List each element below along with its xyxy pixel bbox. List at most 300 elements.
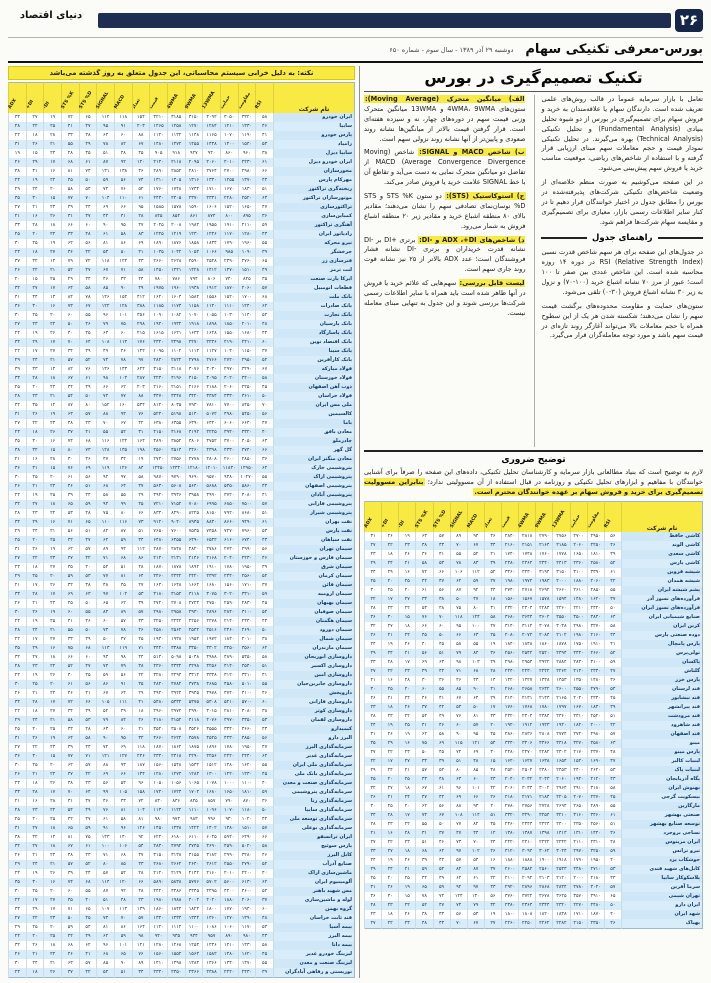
cell: ۳۸ (79, 131, 97, 140)
cell: ۶۴ (61, 734, 79, 743)
cell: ۱۱۳۲ (167, 131, 185, 140)
cell: ۳۱ (365, 532, 382, 541)
cell: ۲۲۴۲ (536, 667, 553, 676)
cell: ۱۸۷ (132, 761, 150, 770)
cell: ۴۸ (604, 838, 621, 847)
cell: ۱۹۴۰ (553, 721, 570, 730)
cell: ۵۶ (256, 545, 274, 554)
cell: ۱۷۴۸ (167, 185, 185, 194)
company-name: صنایع شیمیایی ایران (622, 613, 703, 622)
cell: ۱۹۳۸ (185, 284, 203, 293)
cell: ۲۱۳۱ (519, 694, 536, 703)
cell: ۴۴ (61, 383, 79, 392)
cell: ۵۷ (61, 860, 79, 869)
company-name: معادن بافق (274, 428, 355, 437)
cell: ۱۳۰۵ (167, 176, 185, 185)
cell: ۲۵ (26, 311, 44, 320)
cell: ۲۳ (399, 541, 416, 550)
cell: ۱۷۹۰ (220, 239, 238, 248)
cell: ۴۵ (433, 640, 450, 649)
cell: ۴۹ (256, 266, 274, 275)
table-row (9, 320, 355, 329)
cell: ۵۳ (604, 865, 621, 874)
cell: ۹۰ (114, 284, 132, 293)
cell: ۲۵ (365, 577, 382, 586)
company-name: پگاه آذربایجان (622, 775, 703, 784)
cell: ۲۷۶۴ (203, 167, 221, 176)
cell: ۱۱۴۰ (203, 302, 221, 311)
cell: ۶۵ (61, 824, 79, 833)
cell: ۲۴۱۰ (238, 338, 256, 347)
cell: ۱۶ (44, 644, 62, 653)
cell: ۴۵ (256, 383, 274, 392)
cell: ۴۸ (79, 725, 97, 734)
cell: ۱۹۵۲ (185, 635, 203, 644)
cell: ۳۶ (256, 797, 274, 806)
cell: ۷۰ (61, 338, 79, 347)
cell: ۹۱۸ (167, 149, 185, 158)
cell: ۲۱۶۸ (203, 554, 221, 563)
cell: ۶۰ (467, 775, 484, 784)
cell: ۴۸ (416, 919, 433, 929)
cell: ۲۸ (382, 811, 399, 820)
cell: ۲۱۴۶ (185, 554, 203, 563)
cell: ۵۴ (484, 739, 501, 748)
cell: ۵۰ (256, 626, 274, 635)
cell: ۲۲۰۵ (553, 793, 570, 802)
table-row (9, 329, 355, 338)
cell: ۱۸۳۴ (203, 239, 221, 248)
cell: ۱۳۶۰ (203, 914, 221, 923)
cell: ۱۴۵۰ (150, 266, 168, 275)
cell: ۲۲ (44, 806, 62, 815)
cell: ۱۹ (382, 721, 399, 730)
cell: ۵۲ (79, 860, 97, 869)
cell: ۲۶ (399, 550, 416, 559)
table-row (365, 568, 703, 577)
cell: ۲۸۷۰ (150, 545, 168, 554)
cell: ۶۱۳۰ (238, 878, 256, 887)
cell: ۷۷۰۰ (220, 401, 238, 410)
cell: ۹۷۹۰ (167, 473, 185, 482)
cell: ۲۷ (26, 113, 44, 122)
cell: ۳۷ (256, 581, 274, 590)
cell: ۲۳ (9, 563, 27, 572)
cell: ۴۲۵۶ (203, 662, 221, 671)
cell: ۳۹ (256, 563, 274, 572)
cell: ۲۹۱۰ (570, 784, 587, 793)
cell: ۴۳ (433, 919, 450, 929)
cell: ۲۰ (44, 680, 62, 689)
cell: ۲۱ (26, 851, 44, 860)
cell: ۲۲۸۰ (220, 194, 238, 203)
cell: ۵۰ (97, 635, 115, 644)
cell: ۷۴ (97, 356, 115, 365)
cell: ۳۵۵۵ (203, 725, 221, 734)
cell: ۵۶ (450, 910, 467, 919)
cell: ۴۴۲۰ (150, 887, 168, 896)
cell: ۴۲۳۰ (150, 374, 168, 383)
cell: ۲۱۰۳ (536, 874, 553, 883)
cell: ۱۳۳۰ (203, 176, 221, 185)
cell: ۴۷ (61, 554, 79, 563)
cell: ۲۴۴۰ (238, 752, 256, 761)
cell: ۵۲ (467, 550, 484, 559)
cell: ۳۵۲۰ (150, 725, 168, 734)
company-name: ذوب آهن اصفهان (274, 383, 355, 392)
cell: ۷۳ (79, 446, 97, 455)
cell: ۴۹ (61, 203, 79, 212)
column-header-label: STS %D (432, 509, 447, 529)
cell: ۴۲ (416, 577, 433, 586)
guide-item (364, 192, 526, 232)
cell: ۲۴ (44, 149, 62, 158)
cell: ۲۰۴۰ (502, 775, 519, 784)
cell: ۲۳ (9, 248, 27, 257)
cell: ۹۳۸۰ (220, 473, 238, 482)
cell: ۸۷ (467, 865, 484, 874)
cell: ۶۴۴۰ (203, 419, 221, 428)
cell: ۳۴ (365, 568, 382, 577)
cell: ۲۵ (484, 631, 501, 640)
cell: ۲۸ (484, 667, 501, 676)
company-name: نفت سپاهان (274, 536, 355, 545)
cell: ۲۵ (26, 761, 44, 770)
cell: ۲۸ (399, 829, 416, 838)
cell: ۱۷۰۴ (185, 788, 203, 797)
cell: ۱۴۸۰ (220, 761, 238, 770)
cell: ۲۳ (484, 775, 501, 784)
cell: ۳۵۰۰ (570, 613, 587, 622)
cell: ۱۱۷۴ (167, 302, 185, 311)
cell: ۵۳ (132, 590, 150, 599)
company-name: پارس خزر (622, 676, 703, 685)
cell: ۲۶ (382, 532, 399, 541)
cell: ۲۱۸۵ (553, 541, 570, 550)
cell: ۱۶۸۰ (203, 788, 221, 797)
cell: ۱۹۱۰ (220, 221, 238, 230)
cell: ۲۶ (26, 608, 44, 617)
table-row (9, 743, 355, 752)
cell: ۲۷ (26, 500, 44, 509)
company-name: جوشکاب یزد (622, 856, 703, 865)
table-row (9, 581, 355, 590)
column-header-label: SIGNAL (96, 91, 111, 110)
cell: ۲۰۱۰ (238, 320, 256, 329)
cell: ۱۷۱۰ (203, 185, 221, 194)
cell: ۲۵۴۲ (185, 626, 203, 635)
cell: ۱۵۵۲ (167, 950, 185, 959)
cell: ۴۵ (79, 914, 97, 923)
column-header (365, 501, 382, 532)
cell: ۷۲ (97, 392, 115, 401)
cell: ۲۴ (9, 329, 27, 338)
cell: ۱۶۷۰ (220, 185, 238, 194)
cell: ۳۴۴۸ (167, 392, 185, 401)
cell: ۳۱ (26, 167, 44, 176)
cell: ۸۶ (114, 239, 132, 248)
article-column-right (534, 95, 704, 447)
table-row (9, 797, 355, 806)
cell: ۵۵ (79, 311, 97, 320)
cell: ۵۲ (114, 428, 132, 437)
cell: ۱۲۸۴ (185, 770, 203, 779)
cell: ۱۰۲ (467, 847, 484, 856)
cell: ۷۷ (97, 572, 115, 581)
cell: ۱۰۰ (97, 842, 115, 851)
cell: ۳۹ (604, 550, 621, 559)
cell: ۲۳۶۰ (570, 559, 587, 568)
cell: ۱۸۳۰ (238, 185, 256, 194)
cell: ۱۸۸۸ (519, 856, 536, 865)
cell: ۳۱ (132, 428, 150, 437)
cell: ۳۳۲۰ (238, 113, 256, 122)
company-name: ایران خودرو دیزل (274, 158, 355, 167)
cell: ۶۷ (114, 419, 132, 428)
cell: ۴۰ (79, 563, 97, 572)
cell: ۳۵ (26, 401, 44, 410)
column-header-label: -DI (43, 101, 52, 110)
cell: ۳۲۸۰ (238, 851, 256, 860)
cell: ۱۲۶۵ (150, 122, 168, 131)
cell: ۵۰ (256, 806, 274, 815)
cell: ۷۰ (79, 194, 97, 203)
cell: ۸۸ (97, 410, 115, 419)
cell: ۷۰۸۰ (185, 500, 203, 509)
cell: ۵۳ (450, 703, 467, 712)
cell: ۱۴۷۲ (167, 140, 185, 149)
cell: ۲۱۴۰ (150, 158, 168, 167)
cell: ۴۳ (79, 851, 97, 860)
cell: ۸۷ (97, 887, 115, 896)
cell: ۶۶ (433, 568, 450, 577)
company-name: سیمان هگمتان (274, 617, 355, 626)
cell: ۲۱۴۰ (502, 694, 519, 703)
cell: ۱۶۲۰ (587, 595, 604, 604)
cell: ۲۸۱۸ (519, 532, 536, 541)
cell: ۶۱ (132, 194, 150, 203)
cell: ۳۰ (382, 613, 399, 622)
cell: ۲۰۹۵ (185, 158, 203, 167)
cell: ۲۴۱۳ (553, 559, 570, 568)
cell: ۲۴۹۴ (553, 649, 570, 658)
item-text: ستون‌های 4WMA، 9WMA و 13WMA میانگین متحرک وزنی قیمت سهم در دوره‌های چهار، نه و سیزده هفته‌ای است. قرار گرفتن قیمت بالاتر از میانگین‌ها نشانه روند صعودی و پایین‌تر از آنها نشانه روند نزولی سهم است. (364, 104, 526, 143)
cell: ۲۴۰۵ (167, 194, 185, 203)
cell: ۳۴ (26, 293, 44, 302)
cell: ۴۳ (79, 779, 97, 788)
cell: ۶۱ (79, 374, 97, 383)
cell: ۵۵ (604, 802, 621, 811)
cell: ۲۸۵۲ (167, 167, 185, 176)
cell: ۴۷ (604, 667, 621, 676)
cell: ۸۴ (61, 293, 79, 302)
cell: ۱۴۳۸ (167, 824, 185, 833)
cell: ۳۱۲۰ (220, 671, 238, 680)
cell: ۱۳۷۰ (220, 266, 238, 275)
cell: ۶۸۵۰ (220, 500, 238, 509)
cell: ۷۹ (97, 320, 115, 329)
cell: ۴۱ (9, 293, 27, 302)
cell: ۱۹۱۸ (553, 856, 570, 865)
company-name: قند شاهرود (622, 721, 703, 730)
cell: ۱۰۳۵ (150, 248, 168, 257)
cell: ۳۳ (9, 374, 27, 383)
company-name: توریستی و رفاهی آبادگران (274, 968, 355, 978)
column-header (61, 83, 79, 114)
cell: ۴۲ (79, 554, 97, 563)
cell: ۴۸ (61, 419, 79, 428)
cell: ۳۱ (416, 829, 433, 838)
cell: ۲۱ (26, 950, 44, 959)
cell: ۲۱ (399, 559, 416, 568)
table-row (9, 401, 355, 410)
cell: ۱۳۴ (132, 770, 150, 779)
cell: ۴۲ (9, 401, 27, 410)
table-row (365, 901, 703, 910)
cell: ۲۳ (26, 806, 44, 815)
cell: ۶۴ (467, 694, 484, 703)
table-row (9, 392, 355, 401)
cell: ۴۶ (256, 851, 274, 860)
cell: ۶۶ (450, 631, 467, 640)
cell: ۶۵ (79, 905, 97, 914)
cell: ۳۹ (256, 248, 274, 257)
table-row (9, 626, 355, 635)
cell: ۵۱ (79, 482, 97, 491)
cell: ۱۲ (44, 401, 62, 410)
cell: ۵۱ (132, 527, 150, 536)
cell: ۵۹ (61, 572, 79, 581)
table-row (9, 734, 355, 743)
cell: ۱۰۴ (132, 806, 150, 815)
cell: ۲۸ (365, 604, 382, 613)
cell: ۹۰ (97, 221, 115, 230)
cell: ۲۴۳۰ (238, 968, 256, 978)
table-row (365, 910, 703, 919)
cell: ۵۷ (256, 500, 274, 509)
table-row (365, 766, 703, 775)
cell: ۲۳ (26, 320, 44, 329)
cell: ۱۴۸۰ (570, 595, 587, 604)
company-name: سیمان بهبهان (274, 599, 355, 608)
cell: ۲۶۶۰ (553, 586, 570, 595)
cell: ۲۰۲۵ (150, 221, 168, 230)
cell: ۲۹۹۰ (238, 545, 256, 554)
cell: ۴۷ (484, 622, 501, 631)
cell: ۳۳۸۸ (167, 644, 185, 653)
cell: ۲۴ (9, 491, 27, 500)
cell: ۱۱۸۰ (238, 806, 256, 815)
cell: ۲۲ (9, 131, 27, 140)
cell: ۴۸۲۰ (150, 680, 168, 689)
column-header (220, 83, 238, 114)
cell: ۲۱۲۹ (167, 869, 185, 878)
cell: ۹۸ (114, 653, 132, 662)
cell: ۵۳ (256, 527, 274, 536)
cell: ۱۹۳۰ (150, 635, 168, 644)
company-name: داروسازی کوثر (274, 707, 355, 716)
cell: ۲۰۴۳ (536, 775, 553, 784)
table-row (365, 838, 703, 847)
cell: ۳۲ (26, 833, 44, 842)
cell: ۱۱۲ (467, 568, 484, 577)
column-header-label: حمایت (219, 94, 232, 110)
cell: ۹۵۷۰ (203, 473, 221, 482)
cell: ۴۹۸۸ (203, 653, 221, 662)
cell: ۴۱ (61, 122, 79, 131)
cell: ۲۷۷۴ (553, 730, 570, 739)
company-name: لبنیات پاک (622, 766, 703, 775)
table-row (9, 464, 355, 473)
cell: ۲۸۴۰ (502, 532, 519, 541)
cell: ۸۸۳۰ (203, 518, 221, 527)
cell: ۴۵۶۰ (150, 446, 168, 455)
cell: ۳۰۰۲ (536, 784, 553, 793)
cell: ۲۳۹۲ (203, 572, 221, 581)
cell: ۱۵ (44, 194, 62, 203)
cell: ۳۵۲۶ (185, 725, 203, 734)
cell: ۹۸ (450, 658, 467, 667)
cell: ۴۰ (604, 910, 621, 919)
cell: ۱۱۴۸ (185, 131, 203, 140)
cell: ۷۶ (79, 365, 97, 374)
cell: ۲۷ (26, 284, 44, 293)
cell: ۳۱۸۵ (167, 113, 185, 122)
cell: ۹۱ (97, 824, 115, 833)
company-name: ماشین‌سازی اراک (274, 869, 355, 878)
cell: ۲۸۳۶ (519, 730, 536, 739)
company-name: قند اصفهان (622, 730, 703, 739)
cell: ۳۷ (132, 482, 150, 491)
cell: ۱۰۵۶ (167, 779, 185, 788)
cell: ۶۲ (114, 383, 132, 392)
cell: ۴۸۵۰ (238, 734, 256, 743)
cell: ۸۸ (132, 392, 150, 401)
cell: ۲۰ (399, 586, 416, 595)
cell: ۵۶ (79, 473, 97, 482)
cell: ۶۳ (256, 437, 274, 446)
column-header-label: مقاومت (586, 510, 601, 529)
cell: ۳۷ (9, 257, 27, 266)
cell: ۱۱۶ (97, 437, 115, 446)
cell: ۱۰۵۰ (150, 779, 168, 788)
cell: ۲۸ (9, 122, 27, 131)
cell: ۶۱ (604, 568, 621, 577)
cell: ۵۰ (416, 748, 433, 757)
cell: ۷۹۳۰ (185, 401, 203, 410)
cell: ۲۲۶۲ (553, 667, 570, 676)
cell: ۲۰۳ (132, 122, 150, 131)
company-name: کیمیدارو (274, 725, 355, 734)
company-name: داروپخش (274, 689, 355, 698)
cell: ۴۰ (416, 640, 433, 649)
cell: ۶۴ (450, 874, 467, 883)
cell: ۲۰۱۰ (220, 869, 238, 878)
company-name: سرمایه‌گذاری توسعه ملی (274, 815, 355, 824)
cell: ۴۲ (433, 793, 450, 802)
table-row (365, 604, 703, 613)
cell: ۴۶ (604, 919, 621, 929)
cell: ۳۲۹۰ (519, 811, 536, 820)
notice-text: لازم به توضیح است که بنیاد مطالعاتی بازار سرمایه و کارشناسان تحلیل تکنیکی، داده‌های این صفحه را صرفاً برای آشنایی خوانندگان با مفاهیم و ابزارهای تحلیل تکنیکی و روزنامه در قبال استفاده از آن مسوولیتی ندارد؛ (364, 468, 703, 486)
table-row (365, 847, 703, 856)
company-name: لوله و ماشین‌سازی (274, 896, 355, 905)
cell: ۳۹ (484, 559, 501, 568)
cell: ۴۶۹۰ (203, 842, 221, 851)
cell: ۸۳۶ (167, 797, 185, 806)
cell: ۲۴۲۰ (185, 572, 203, 581)
cell: ۴۰ (79, 896, 97, 905)
